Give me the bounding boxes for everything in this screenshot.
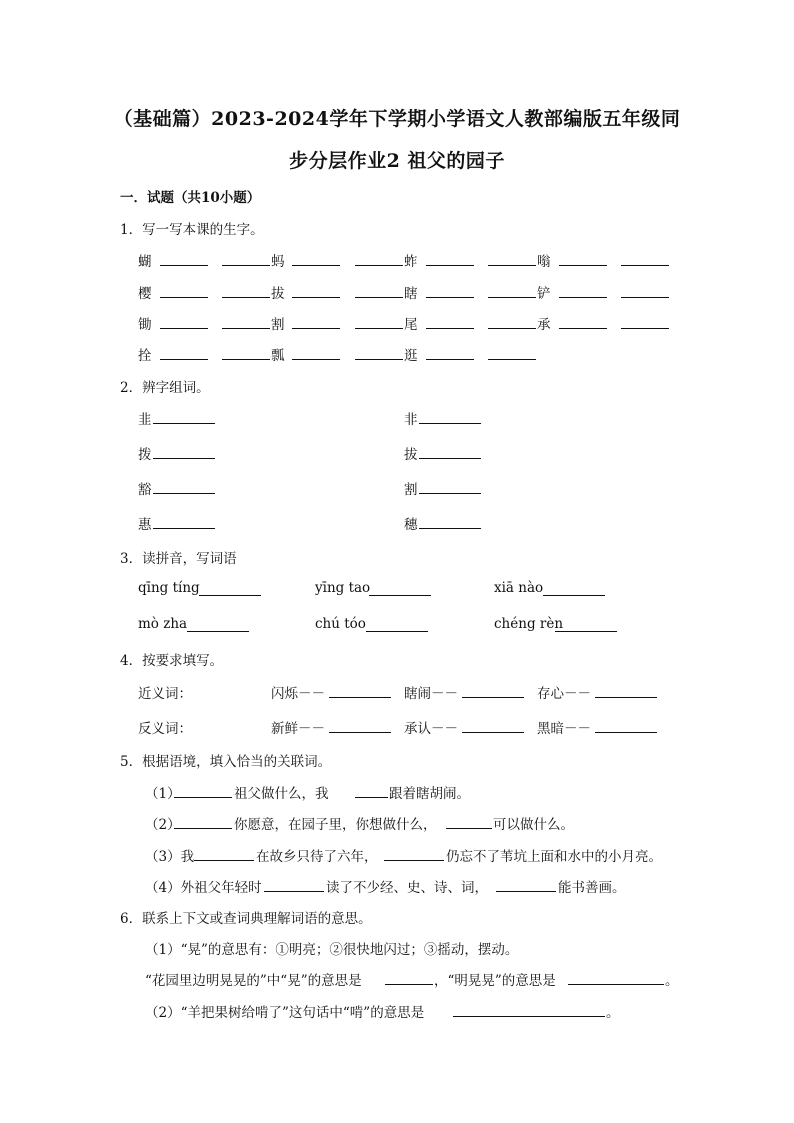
q1-char: 嗡 bbox=[537, 254, 551, 270]
q1-char: 割 bbox=[271, 317, 285, 333]
q1-char: 瓢 bbox=[271, 348, 285, 364]
q3-blank[interactable] bbox=[369, 581, 431, 596]
q2-char: 非 bbox=[404, 412, 418, 428]
q3-pinyin: qīng tíng bbox=[138, 580, 200, 596]
q4-blank[interactable] bbox=[462, 718, 524, 733]
q1-char: 拴 bbox=[138, 348, 152, 364]
q2-blank[interactable] bbox=[419, 514, 481, 529]
q1-char: 承 bbox=[537, 317, 551, 333]
q5-s4-text: （4）外祖父年轻时 bbox=[145, 880, 262, 896]
q2-char: 韭 bbox=[138, 412, 152, 428]
q1-stem: 1．写一写本课的生字。 bbox=[120, 222, 264, 238]
q4-word: 新鲜－－ bbox=[271, 721, 325, 737]
q1-char: 铲 bbox=[537, 286, 551, 302]
q6-blank[interactable] bbox=[453, 1002, 605, 1017]
q2-blank[interactable] bbox=[153, 514, 215, 529]
q2-blank[interactable] bbox=[419, 444, 481, 459]
q2-char: 拔 bbox=[404, 447, 418, 463]
q3-blank[interactable] bbox=[199, 581, 261, 596]
q5-s2-text-b: 可以做什么。 bbox=[493, 817, 574, 833]
q5-blank[interactable] bbox=[446, 814, 492, 829]
q4-word: 黑暗－－ bbox=[537, 721, 591, 737]
q2-char: 拨 bbox=[138, 447, 152, 463]
q1-blank[interactable] bbox=[222, 283, 270, 298]
q5-blank[interactable] bbox=[384, 846, 444, 861]
q1-blank[interactable] bbox=[559, 314, 607, 329]
q1-blank[interactable] bbox=[488, 251, 536, 266]
q6-s3-text: （2）“羊把果树给啃了”这句话中“啃”的意思是 bbox=[145, 1005, 425, 1021]
q3-blank[interactable] bbox=[543, 581, 605, 596]
q1-blank[interactable] bbox=[222, 251, 270, 266]
q4-blank[interactable] bbox=[329, 718, 391, 733]
q5-s4-text-c: 能书善画。 bbox=[558, 880, 626, 896]
q2-char: 割 bbox=[404, 482, 418, 498]
q1-blank[interactable] bbox=[355, 283, 403, 298]
q1-blank[interactable] bbox=[222, 314, 270, 329]
q6-s1: （1）“晃”的意思有：①明亮；②很快地闪过；③摇动，摆动。 bbox=[145, 942, 519, 958]
q1-blank[interactable] bbox=[222, 345, 270, 360]
q1-char: 逛 bbox=[404, 348, 418, 364]
q6-stem: 6．联系上下文或查词典理解词语的意思。 bbox=[120, 911, 372, 927]
q1-char: 拔 bbox=[271, 286, 285, 302]
q2-blank[interactable] bbox=[153, 479, 215, 494]
q1-char: 蝴 bbox=[138, 254, 152, 270]
q1-blank[interactable] bbox=[292, 314, 340, 329]
q5-s2-num: （2） bbox=[145, 817, 181, 833]
q5-blank[interactable] bbox=[194, 846, 254, 861]
q5-s1-text-b: 跟着瞎胡闹。 bbox=[389, 786, 470, 802]
q1-char: 尾 bbox=[404, 317, 418, 333]
q1-blank[interactable] bbox=[426, 345, 474, 360]
q3-blank[interactable] bbox=[366, 617, 428, 632]
q1-blank[interactable] bbox=[621, 314, 669, 329]
q1-blank[interactable] bbox=[292, 345, 340, 360]
q4-word: 闪烁－－ bbox=[271, 686, 325, 702]
section-heading: 一．试题（共10小题） bbox=[120, 190, 261, 206]
q5-s3-text: （3）我 bbox=[145, 849, 195, 865]
q6-s2-text: “花园里边明晃晃的”中“晃”的意思是 bbox=[145, 973, 362, 989]
q4-antonym-label: 反义词： bbox=[138, 721, 192, 737]
q1-blank[interactable] bbox=[488, 314, 536, 329]
q3-blank[interactable] bbox=[187, 617, 249, 632]
q1-blank[interactable] bbox=[488, 345, 536, 360]
q3-pinyin: chéng rèn bbox=[494, 616, 564, 632]
q5-s4-text-b: 读了不少经、史、诗、词， bbox=[326, 880, 488, 896]
q1-blank[interactable] bbox=[355, 251, 403, 266]
q1-blank[interactable] bbox=[559, 283, 607, 298]
q5-blank[interactable] bbox=[355, 783, 388, 798]
title-line-1: （基础篇）2023-2024学年下学期小学语文人教部编版五年级同 bbox=[113, 108, 681, 130]
q1-blank[interactable] bbox=[160, 345, 208, 360]
q2-blank[interactable] bbox=[153, 444, 215, 459]
q2-blank[interactable] bbox=[419, 479, 481, 494]
q1-char: 樱 bbox=[138, 286, 152, 302]
q5-s2-text: 你愿意，在园子里，你想做什么， bbox=[234, 817, 437, 833]
q4-blank[interactable] bbox=[595, 683, 657, 698]
q6-s2-text-b: ，“明晃晃”的意思是 bbox=[434, 973, 556, 989]
q5-s3-text-b: 在故乡只待了六年， bbox=[256, 849, 378, 865]
q5-blank[interactable] bbox=[174, 814, 232, 829]
q1-char: 蚱 bbox=[404, 254, 418, 270]
q2-char: 豁 bbox=[138, 482, 152, 498]
q6-blank[interactable] bbox=[385, 970, 433, 985]
q1-blank[interactable] bbox=[160, 283, 208, 298]
q1-blank[interactable] bbox=[355, 345, 403, 360]
q1-char: 锄 bbox=[138, 317, 152, 333]
title-line-2: 步分层作业2 祖父的园子 bbox=[289, 150, 505, 172]
q1-char: 蚂 bbox=[271, 254, 285, 270]
q1-blank[interactable] bbox=[160, 314, 208, 329]
q1-blank[interactable] bbox=[160, 251, 208, 266]
q3-pinyin: chú tóo bbox=[315, 616, 366, 632]
q1-blank[interactable] bbox=[426, 251, 474, 266]
q2-char: 穗 bbox=[404, 517, 418, 533]
q3-stem: 3．读拼音，写词语 bbox=[120, 551, 237, 567]
q2-blank[interactable] bbox=[419, 409, 481, 424]
q1-blank[interactable] bbox=[488, 283, 536, 298]
q5-stem: 5．根据语境，填入恰当的关联词。 bbox=[120, 754, 332, 770]
q1-blank[interactable] bbox=[292, 251, 340, 266]
q2-stem: 2．辨字组词。 bbox=[120, 380, 210, 396]
q4-stem: 4．按要求填写。 bbox=[120, 653, 224, 669]
q1-blank[interactable] bbox=[355, 314, 403, 329]
q4-blank[interactable] bbox=[595, 718, 657, 733]
q5-s1-num: （1） bbox=[145, 786, 181, 802]
q1-blank[interactable] bbox=[292, 283, 340, 298]
q5-s3-text-c: 仍忘不了苇坑上面和水中的小月亮。 bbox=[446, 849, 662, 865]
q2-char: 惠 bbox=[138, 517, 152, 533]
q6-blank[interactable] bbox=[568, 970, 664, 985]
q5-blank[interactable] bbox=[264, 877, 324, 892]
q4-blank[interactable] bbox=[329, 683, 391, 698]
q6-s2-text-c: 。 bbox=[665, 973, 679, 989]
q1-blank[interactable] bbox=[426, 314, 474, 329]
q5-blank[interactable] bbox=[174, 783, 232, 798]
q1-blank[interactable] bbox=[426, 283, 474, 298]
q3-pinyin: yīng tao bbox=[315, 580, 371, 596]
q1-char: 瞎 bbox=[404, 286, 418, 302]
q4-word: 瞎闹－－ bbox=[404, 686, 458, 702]
q4-synonym-label: 近义词： bbox=[138, 686, 192, 702]
q5-blank[interactable] bbox=[496, 877, 556, 892]
q3-blank[interactable] bbox=[555, 617, 617, 632]
q3-pinyin: xiā nào bbox=[494, 580, 544, 596]
q1-blank[interactable] bbox=[559, 251, 607, 266]
q4-word: 承认－－ bbox=[404, 721, 458, 737]
q1-blank[interactable] bbox=[621, 283, 669, 298]
q1-blank[interactable] bbox=[621, 251, 669, 266]
q5-s1-text: 祖父做什么，我 bbox=[234, 786, 329, 802]
q2-blank[interactable] bbox=[153, 409, 215, 424]
q3-pinyin: mò zha bbox=[138, 616, 188, 632]
q4-word: 存心－－ bbox=[537, 686, 591, 702]
q4-blank[interactable] bbox=[462, 683, 524, 698]
q6-s3-text-b: 。 bbox=[606, 1005, 620, 1021]
